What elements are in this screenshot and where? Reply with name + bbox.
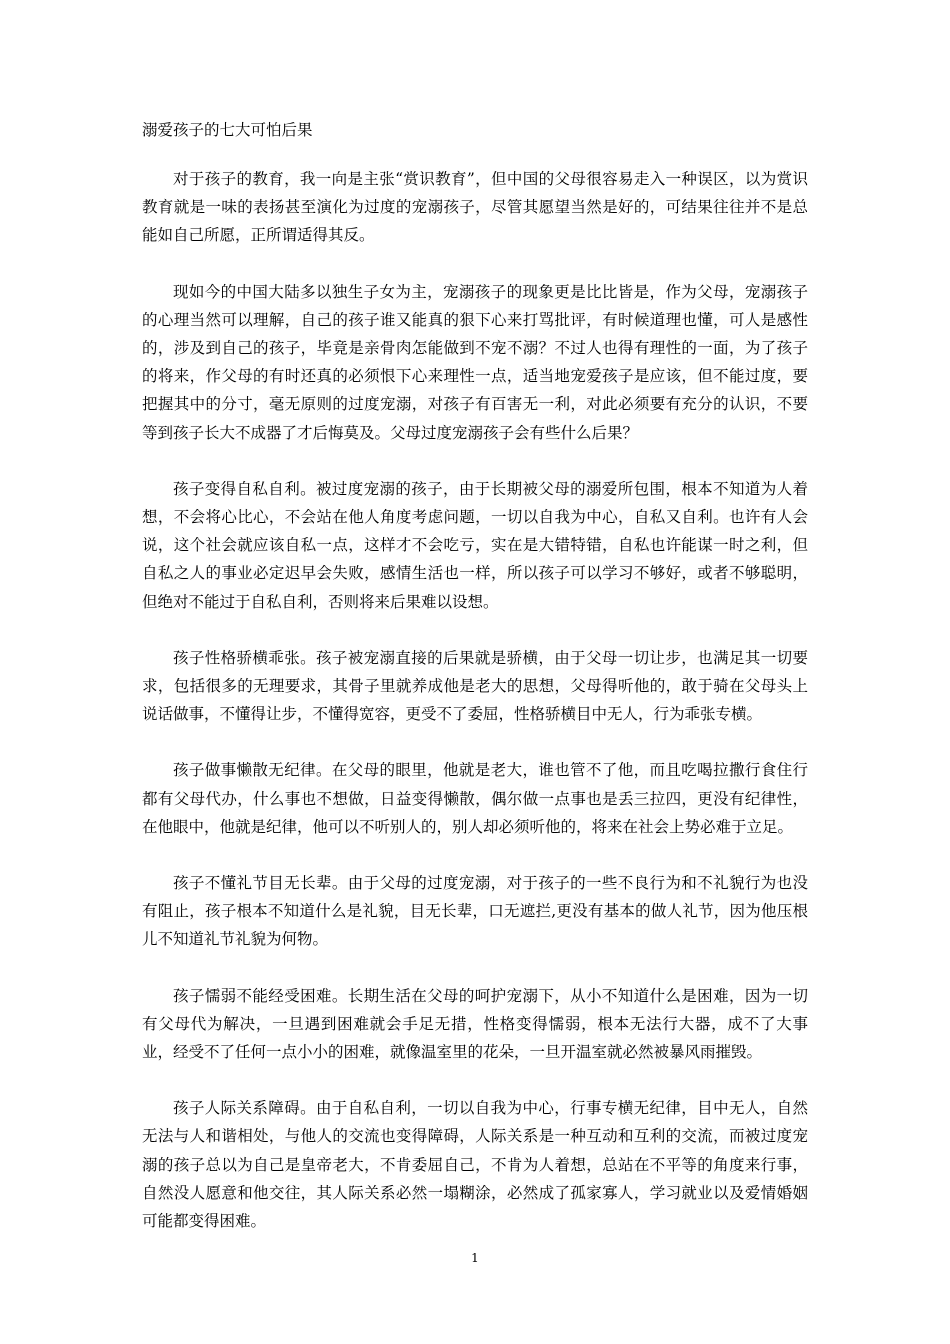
paragraph-background: 现如今的中国大陆多以独生子女为主，宠溺孩子的现象更是比比皆是，作为父母，宠溺孩子的心理当然可以理解，自己的孩子谁又能真的狠下心来打骂批评，有时候道理也懂，可人是感性的，涉及到自己的孩子，毕竟是亲骨肉怎能做到不宠不溺？不过人也得有理性的一面，为了孩子的将来，作父母的有时还真的必须恨下心来理性一点，适当地宠爱孩子是应该，但不能过度，要把握其中的分寸，毫无原则的过度宠溺，对孩子有百害无一利，对此必须要有充分的认识，不要等到孩子长大不成器了才后悔莫及。父母过度宠溺孩子会有些什么后果？ [142, 282, 808, 442]
paragraph-social: 孩子人际关系障碍。由于自私自利，一切以自我为中心，行事专横无纪律，目中无人，自然无法与人和谐相处，与他人的交流也变得障碍，人际关系是一种互动和互利的交流，而被过度宠溺的孩子总以为自己是皇帝老大，不肯委屈自己，不肯为人着想，总站在不平等的角度来行事，自然没人愿意和他交往，其人际关系必然一塌糊涂，必然成了孤家寡人，学习就业以及爱情婚姻可能都变得困难。 [142, 1099, 808, 1231]
paragraph-arrogant: 孩子性格骄横乖张。孩子被宠溺直接的后果就是骄横，由于父母一切让步，也满足其一切要求，包括很多的无理要求，其骨子里就养成他是老大的思想，父母得听他的，敢于骑在父母头上说话做事，不懂得让步，不懂得宽容，更受不了委屈，性格骄横目中无人，行为乖张专横。 [142, 648, 808, 724]
paragraph-selfish: 孩子变得自私自利。被过度宠溺的孩子，由于长期被父母的溺爱所包围，根本不知道为人着想，不会将心比心，不会站在他人角度考虑问题，一切以自我为中心，自私又自利。也许有人会说，这个社会就应该自私一点，这样才不会吃亏，实在是大错特错，自私也许能谋一时之利，但自私之人的事业必定迟早会失败，感情生活也一样，所以孩子可以学习不够好，或者不够聪明，但绝对不能过于自私自利，否则将来后果难以设想。 [142, 479, 808, 611]
paragraph-impolite: 孩子不懂礼节目无长辈。由于父母的过度宠溺，对于孩子的一些不良行为和不礼貌行为也没有阻止，孩子根本不知道什么是礼貌，目无长辈，口无遮拦,更没有基本的做人礼节，因为他压根儿不知道礼节礼貌为何物。 [142, 874, 808, 949]
paragraph-weak: 孩子懦弱不能经受困难。长期生活在父母的呵护宠溺下，从小不知道什么是困难，因为一切有父母代为解决，一旦遇到困难就会手足无措，性格变得懦弱，根本无法行大器，成不了大事业，经受不了任何一点小小的困难，就像温室里的花朵，一旦开温室就必然被暴风雨摧毁。 [142, 986, 808, 1062]
paragraph-lazy: 孩子做事懒散无纪律。在父母的眼里，他就是老大，谁也管不了他，而且吃喝拉撒行食住行都有父母代办，什么事也不想做，日益变得懒散，偶尔做一点事也是丢三拉四，更没有纪律性，在他眼中，他就是纪律，他可以不听别人的，别人却必须听他的，将来在社会上势必难于立足。 [142, 761, 808, 836]
document-body [142, 116, 808, 1263]
page-number: 1 [471, 1251, 479, 1265]
paragraph-intro: 对于孩子的教育，我一向是主张“赏识教育”，但中国的父母很容易走入一种误区，以为赏识教育就是一味的表扬甚至演化为过度的宠溺孩子，尽管其愿望当然是好的，可结果往往并不是总能如自己所愿，正所谓适得其反。 [142, 170, 808, 245]
document-title: 溺爱孩子的七大可怕后果 [142, 121, 313, 139]
